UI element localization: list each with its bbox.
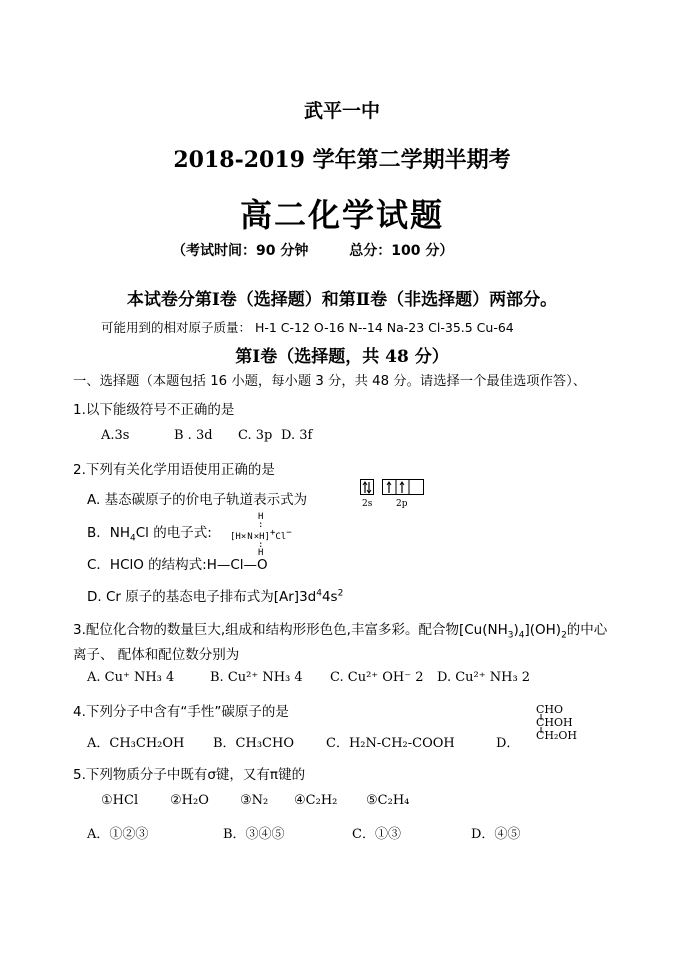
q5-item-5: ⑤C₂H₄	[366, 793, 410, 808]
nh4cl-electron-formula	[230, 513, 292, 557]
orbital-2p-label: 2p	[396, 499, 408, 509]
q2-option-d[interactable]	[87, 585, 343, 605]
exam-score: 总分：100 分）	[349, 243, 454, 259]
exam-title: 高二化学试题	[239, 196, 444, 234]
nh4-middle: [H×N×H]+Cl−	[230, 528, 292, 542]
q3-option-a[interactable]: A. Cu⁺ NH₃ 4	[87, 670, 175, 685]
nh4-top-h: H	[258, 512, 264, 522]
q3-stem-line2: 离子、 配体和配位数分别为	[73, 647, 240, 663]
q5-option-b[interactable]: B．③④⑤	[223, 827, 285, 842]
q5-option-d[interactable]: D．④⑤	[471, 827, 521, 842]
q3-stem-b: )	[513, 622, 519, 638]
chem-line-1: CHO	[536, 703, 564, 716]
q5-stem: 5.下列物质分子中既有σ键，又有π键的	[73, 767, 306, 783]
q1-stem: 1.以下能级符号不正确的是	[73, 402, 235, 418]
q2-d-mid: 4s	[321, 589, 338, 605]
q5-item-1: ①HCl	[101, 793, 139, 808]
q4-option-d[interactable]: D．	[496, 736, 520, 751]
q2-d-pre: D. Cr 原子的基态电子排布式为[Ar]3d	[87, 589, 317, 605]
nh4-n: N	[247, 532, 253, 542]
q3-sub1: 3	[507, 630, 514, 641]
paired-arrows-icon	[361, 480, 373, 494]
q1-option-b[interactable]: B . 3d	[174, 428, 213, 443]
q5-item-2: ②H₂O	[170, 793, 209, 808]
q2-d-sup1: 4	[316, 588, 322, 599]
q2-b-pre: B．NH	[87, 525, 131, 541]
atomic-masses: 可能用到的相对原子质量： H-1 C-12 O-16 N--14 Na-23 Cl-35.5 Cu-64	[101, 320, 514, 335]
q3-sub2: 4	[518, 630, 525, 641]
q2-option-a[interactable]: A. 基态碳原子的价电子轨道表示式为	[87, 492, 308, 508]
q1-option-d[interactable]: D. 3f	[281, 428, 313, 443]
q2-b-sub: 4	[130, 533, 136, 544]
q5-item-4: ④C₂H₂	[294, 793, 338, 808]
q5-item-3: ③N₂	[240, 793, 269, 808]
q3-option-c[interactable]: C. Cu²⁺ OH⁻ 2	[330, 670, 424, 685]
orbital-2s-label: 2s	[362, 499, 373, 509]
q3-option-b[interactable]: B. Cu²⁺ NH₃ 4	[210, 670, 303, 685]
exam-time: （考试时间：90 分钟	[172, 243, 309, 259]
q2-option-c[interactable]: C．HClO 的结构式:H—Cl—O	[87, 557, 268, 573]
nh4-bottom-dots: :	[258, 540, 264, 550]
q4-stem: 4.下列分子中含有“手性”碳原子的是	[73, 704, 289, 720]
q5-option-a[interactable]: A．①②③	[87, 827, 149, 842]
nh4-left: [H	[230, 532, 241, 542]
q3-stem-a: 3.配位化合物的数量巨大,组成和结构形形色色,丰富多彩。配合物[Cu(NH	[73, 622, 508, 638]
part-title: 第Ⅰ卷（选择题，共 48 分）	[235, 347, 449, 367]
orbital-diagram	[360, 479, 430, 515]
nh4-top-dots: :	[258, 520, 264, 530]
orbital-2p-box	[382, 479, 424, 495]
q1-option-a[interactable]: A.3s	[101, 428, 130, 443]
exam-info	[172, 240, 453, 260]
q3-stem-c: ](OH)	[524, 622, 562, 638]
q4-option-a[interactable]: A．CH₃CH₂OH	[87, 736, 185, 751]
school-name: 武平一中	[303, 100, 380, 122]
nh4-right: H]	[259, 532, 270, 542]
q3-sub3: 2	[561, 630, 567, 641]
q3-option-d[interactable]: D. Cu²⁺ NH₃ 2	[437, 670, 531, 685]
section-instruction: 一、选择题（本题包括 16 小题，每小题 3 分，共 48 分。请选择一个最佳选项作答）、	[73, 374, 587, 389]
chem-bonds-icon	[537, 712, 547, 752]
q2-d-sup2: 2	[337, 588, 344, 599]
q3-stem	[73, 618, 607, 641]
chem-line-2: CHOH	[536, 716, 573, 729]
q1-option-c[interactable]: C. 3p	[238, 428, 273, 443]
orbital-2s-box	[360, 479, 374, 495]
q4-option-b[interactable]: B．CH₃CHO	[213, 736, 294, 751]
q4-option-c[interactable]: C．H₂N-CH₂-COOH	[326, 736, 455, 751]
q2-stem: 2.下列有关化学用语使用正确的是	[73, 462, 275, 478]
q2-b-post: Cl 的电子式:	[135, 525, 212, 541]
nh4-bottom-h: H	[258, 548, 264, 558]
glyceraldehyde-structure	[536, 703, 577, 742]
exam-term: 2018-2019 学年第二学期半期考	[173, 147, 511, 173]
q3-stem-d: 的中心	[566, 622, 608, 638]
exam-intro: 本试卷分第Ⅰ卷（选择题）和第Ⅱ卷（非选择题）两部分。	[126, 290, 558, 310]
single-arrows-icon	[383, 480, 423, 494]
chem-line-3: CH₂OH	[536, 729, 578, 742]
q5-option-c[interactable]: C．①③	[352, 827, 401, 842]
q2-option-b[interactable]	[87, 521, 212, 544]
nh4-cl: Cl	[275, 532, 287, 542]
